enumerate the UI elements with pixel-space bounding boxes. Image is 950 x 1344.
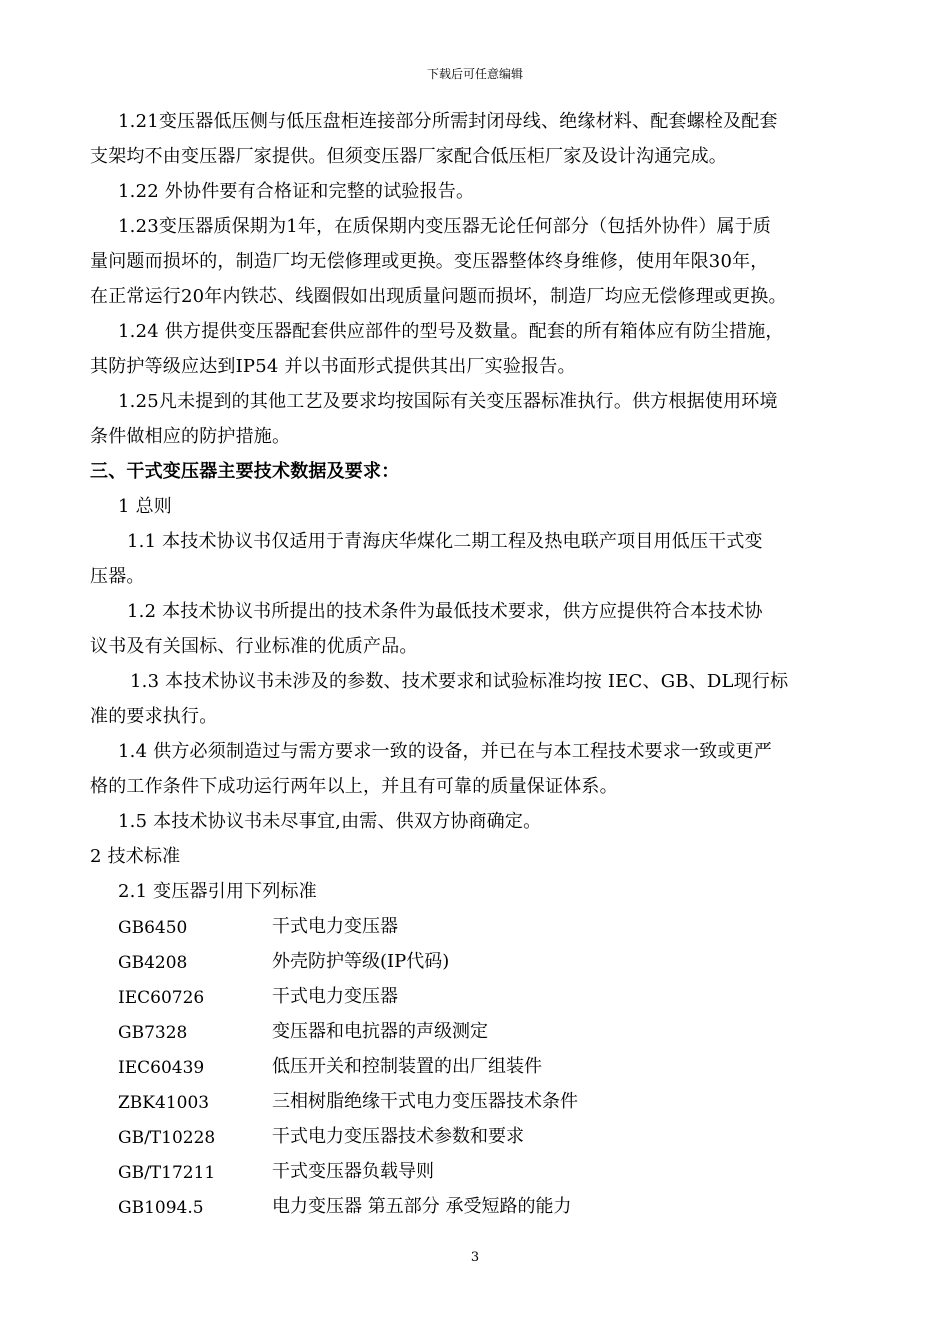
text-line: 准的要求执行。 <box>90 706 218 727</box>
text-line: 1.4 供方必须制造过与需方要求一致的设备，并已在与本工程技术要求一致或更严 <box>118 741 772 762</box>
standard-name: 三相树脂绝缘干式电力变压器技术条件 <box>272 1091 578 1112</box>
text-line: 1.21变压器低压侧与低压盘柜连接部分所需封闭母线、绝缘材料、配套螺栓及配套 <box>118 111 778 132</box>
text-line: 1.2 本技术协议书所提出的技术条件为最低技术要求，供方应提供符合本技术协 <box>127 601 763 622</box>
section-heading: 三、干式变压器主要技术数据及要求： <box>90 461 400 482</box>
standard-name: 干式电力变压器 <box>272 916 398 937</box>
text-line: 在正常运行20年内铁芯、线圈假如出现质量问题而损坏，制造厂均应无偿修理或更换。 <box>90 286 787 307</box>
standard-name: 干式变压器负载导则 <box>272 1161 434 1182</box>
standard-name: 低压开关和控制装置的出厂组装件 <box>272 1056 542 1077</box>
standard-code: GB6450 <box>118 918 188 938</box>
standard-name: 干式电力变压器 <box>272 986 398 1007</box>
text-line: 压器。 <box>90 566 145 587</box>
standard-code: GB7328 <box>118 1023 188 1043</box>
text-line: 量问题而损坏的，制造厂均无偿修理或更换。变压器整体终身维修，使用年限30年， <box>90 251 769 272</box>
standard-code: IEC60726 <box>118 988 205 1008</box>
text-line: 议书及有关国标、行业标准的优质产品。 <box>90 636 418 657</box>
text-line: 1.22 外协件要有合格证和完整的试验报告。 <box>118 181 475 202</box>
standard-code: GB/T10228 <box>118 1128 216 1148</box>
subsection-heading: 1 总则 <box>118 496 172 517</box>
standard-code: GB4208 <box>118 953 188 973</box>
standard-name: 干式电力变压器技术参数和要求 <box>272 1126 524 1147</box>
standard-name: 变压器和电抗器的声级测定 <box>272 1021 488 1042</box>
text-line: 1.5 本技术协议书未尽事宜,由需、供双方协商确定。 <box>118 811 542 832</box>
page-number: 3 <box>470 1250 480 1265</box>
text-line: 条件做相应的防护措施。 <box>90 426 291 447</box>
text-line: 1.24 供方提供变压器配套供应部件的型号及数量。配套的所有箱体应有防尘措施， <box>118 321 784 342</box>
standard-code: ZBK41003 <box>118 1093 210 1113</box>
standard-name: 外壳防护等级(IP代码) <box>272 951 450 972</box>
text-line: 格的工作条件下成功运行两年以上，并且有可靠的质量保证体系。 <box>90 776 618 797</box>
text-line: 1.3 本技术协议书未涉及的参数、技术要求和试验标准均按 IEC、GB、DL现行标 <box>130 671 789 692</box>
text-line: 1.23变压器质保期为1年，在质保期内变压器无论任何部分（包括外协件）属于质 <box>118 216 772 237</box>
text-line: 1.1 本技术协议书仅适用于青海庆华煤化二期工程及热电联产项目用低压干式变 <box>127 531 763 552</box>
standard-code: GB1094.5 <box>118 1198 204 1218</box>
text-line: 其防护等级应达到IP54 并以书面形式提供其出厂实验报告。 <box>90 356 576 377</box>
page-header: 下载后可任意编辑 <box>426 67 523 81</box>
standard-name: 电力变压器 第五部分 承受短路的能力 <box>272 1196 572 1217</box>
text-line: 2.1 变压器引用下列标准 <box>118 881 317 902</box>
text-line: 支架均不由变压器厂家提供。但须变压器厂家配合低压柜厂家及设计沟通完成。 <box>90 146 727 167</box>
subsection-heading: 2 技术标准 <box>90 846 181 867</box>
text-line: 1.25凡未提到的其他工艺及要求均按国际有关变压器标准执行。供方根据使用环境 <box>118 391 778 412</box>
standard-code: IEC60439 <box>118 1058 205 1078</box>
standard-code: GB/T17211 <box>118 1163 216 1183</box>
